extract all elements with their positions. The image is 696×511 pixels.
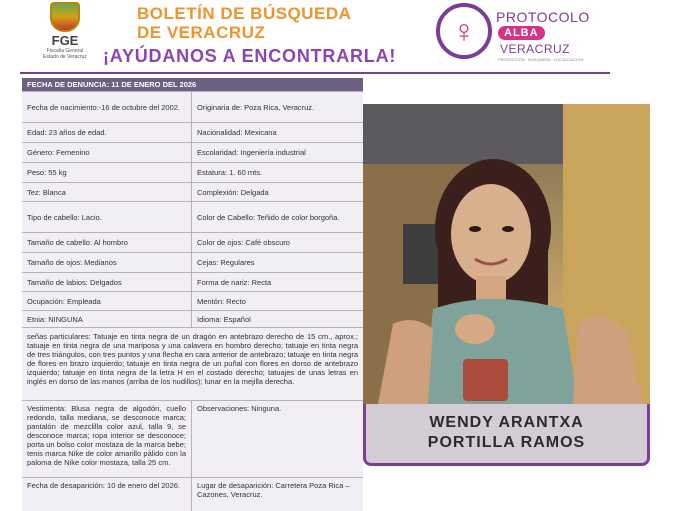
nationality: Nacionalidad: Mexicana xyxy=(192,123,363,142)
height: Estatura: 1. 60 mts. xyxy=(192,163,363,182)
alba-label: ALBA xyxy=(498,26,545,40)
table-row xyxy=(22,253,363,273)
eye-size: Tamaño de ojos: Medianos xyxy=(22,253,192,272)
person-last-names: PORTILLA RAMOS xyxy=(427,434,586,451)
venus-circle-icon xyxy=(436,3,492,59)
header-divider xyxy=(20,72,610,74)
table-row xyxy=(22,311,363,328)
person-photo xyxy=(363,104,650,404)
table-row xyxy=(22,92,363,123)
build: Complexión: Delgada xyxy=(192,183,363,201)
table-row xyxy=(22,401,363,478)
disappearance-place: Lugar de desaparición: Carretera Poza Rica – Cazones, Veracruz. xyxy=(192,478,363,511)
table-row xyxy=(22,328,363,401)
occupation: Ocupación: Empleada xyxy=(22,292,192,310)
eyebrows: Cejas: Regulares xyxy=(192,253,363,272)
fge-logo-subtitle-2: Estado de Veracruz xyxy=(43,54,87,60)
weight: Peso: 55 kg xyxy=(22,163,192,182)
chin: Mentón: Recto xyxy=(192,292,363,310)
clothing: Vestimenta: Blusa negra de algodón, cuello redondo, talla mediana, se desconoce marca; pantalón de mezclilla color azul, talla 9, se desconoce marca; ropa interior se desconoce; porta un bolso color mostaza de la marca bebe; tenis marca Nike de color amarillo pálido con la paloma de Nike color mostaza, talla 25 cm. xyxy=(22,401,192,477)
bulletin-title-line2: DE VERACRUZ xyxy=(137,23,266,42)
birth-date: Fecha de nacimiento:-16 de octubre del 2002. xyxy=(22,92,192,122)
nose-shape: Forma de nariz: Recta xyxy=(192,273,363,291)
person-first-names: WENDY ARANTXA xyxy=(429,414,584,431)
veracruz-label: VERACRUZ xyxy=(500,42,571,56)
table-row xyxy=(22,143,363,163)
eye-color: Color de ojos: Café obscuro xyxy=(192,233,363,252)
table-row xyxy=(22,123,363,143)
gender: Género: Femenino xyxy=(22,143,192,162)
report-date-row xyxy=(22,78,363,92)
protocol-tagline: PROTECCIÓN · BÚSQUEDA · LOCALIZACIÓN xyxy=(498,57,584,62)
table-row xyxy=(22,202,363,233)
person-name-box xyxy=(363,404,650,466)
portrait-illustration xyxy=(363,104,650,404)
origin: Originaria de: Poza Rica, Veracruz. xyxy=(192,92,363,122)
bulletin-subtitle: ¡AYÚDANOS A ENCONTRARLA! xyxy=(103,46,397,66)
ethnicity: Etnia: NINGUNA xyxy=(22,311,192,327)
hair-color: Color de Cabello: Teñido de color borgoña. xyxy=(192,202,363,232)
table-row xyxy=(22,183,363,202)
education: Escolaridad: Ingeniería industrial xyxy=(192,143,363,162)
bulletin-title-line1: BOLETÍN DE BÚSQUEDA xyxy=(137,4,352,23)
fge-logo xyxy=(30,2,100,70)
report-date: FECHA DE DENUNCIA: 11 DE ENERO DEL 2026 xyxy=(22,78,363,91)
protocol-label: PROTOCOLO xyxy=(496,9,590,25)
lip-size: Tamaño de labios: Delgados xyxy=(22,273,192,291)
distinguishing-marks: señas particulares: Tatuaje en tinta negra de un dragón en antebrazo derecho de 15 cm., aprox.; tatuaje en tinta negra de una mariposa y una calavera en hombro derecho; tatuaje en tinta negra de tres triángulos, con tres puntos y una flecha en cara anterior de antebrazo; tatuaje en tinta negra de flores en brazo izquierdo; tatuaje en tinta negra de un puñal con flores en dorso de antebrazo izquierdo; tatuaje en tinta negra de la letra H en el costado derecho; tatuajes de unas letras en inglés en dorso de las manos (arriba de los nudillos); lunar en la mejilla derecha. xyxy=(22,328,363,400)
language: Idioma: Español xyxy=(192,311,363,327)
coat-of-arms-icon xyxy=(50,2,80,32)
table-row xyxy=(22,292,363,311)
table-row xyxy=(22,163,363,183)
fge-logo-subtitle-1: Fiscalía General xyxy=(46,48,84,54)
fge-logo-text: FGE xyxy=(51,33,79,48)
skin-tone: Tez: Blanca xyxy=(22,183,192,201)
hair-type: Tipo de cabello: Lacio. xyxy=(22,202,192,232)
venus-symbol-icon: ♀ xyxy=(452,13,476,49)
person-info-table xyxy=(22,78,363,511)
hair-length: Tamaño de cabello: Al hombro xyxy=(22,233,192,252)
disappearance-date: Fecha de desaparición: 10 de enero del 2026. xyxy=(22,478,192,511)
protocolo-alba-logo xyxy=(436,3,616,63)
bulletin-header xyxy=(0,0,696,78)
table-row xyxy=(22,478,363,511)
table-row xyxy=(22,273,363,292)
age: Edad: 23 años de edad. xyxy=(22,123,192,142)
table-row xyxy=(22,233,363,253)
observations: Observaciones: Ninguna. xyxy=(192,401,363,477)
